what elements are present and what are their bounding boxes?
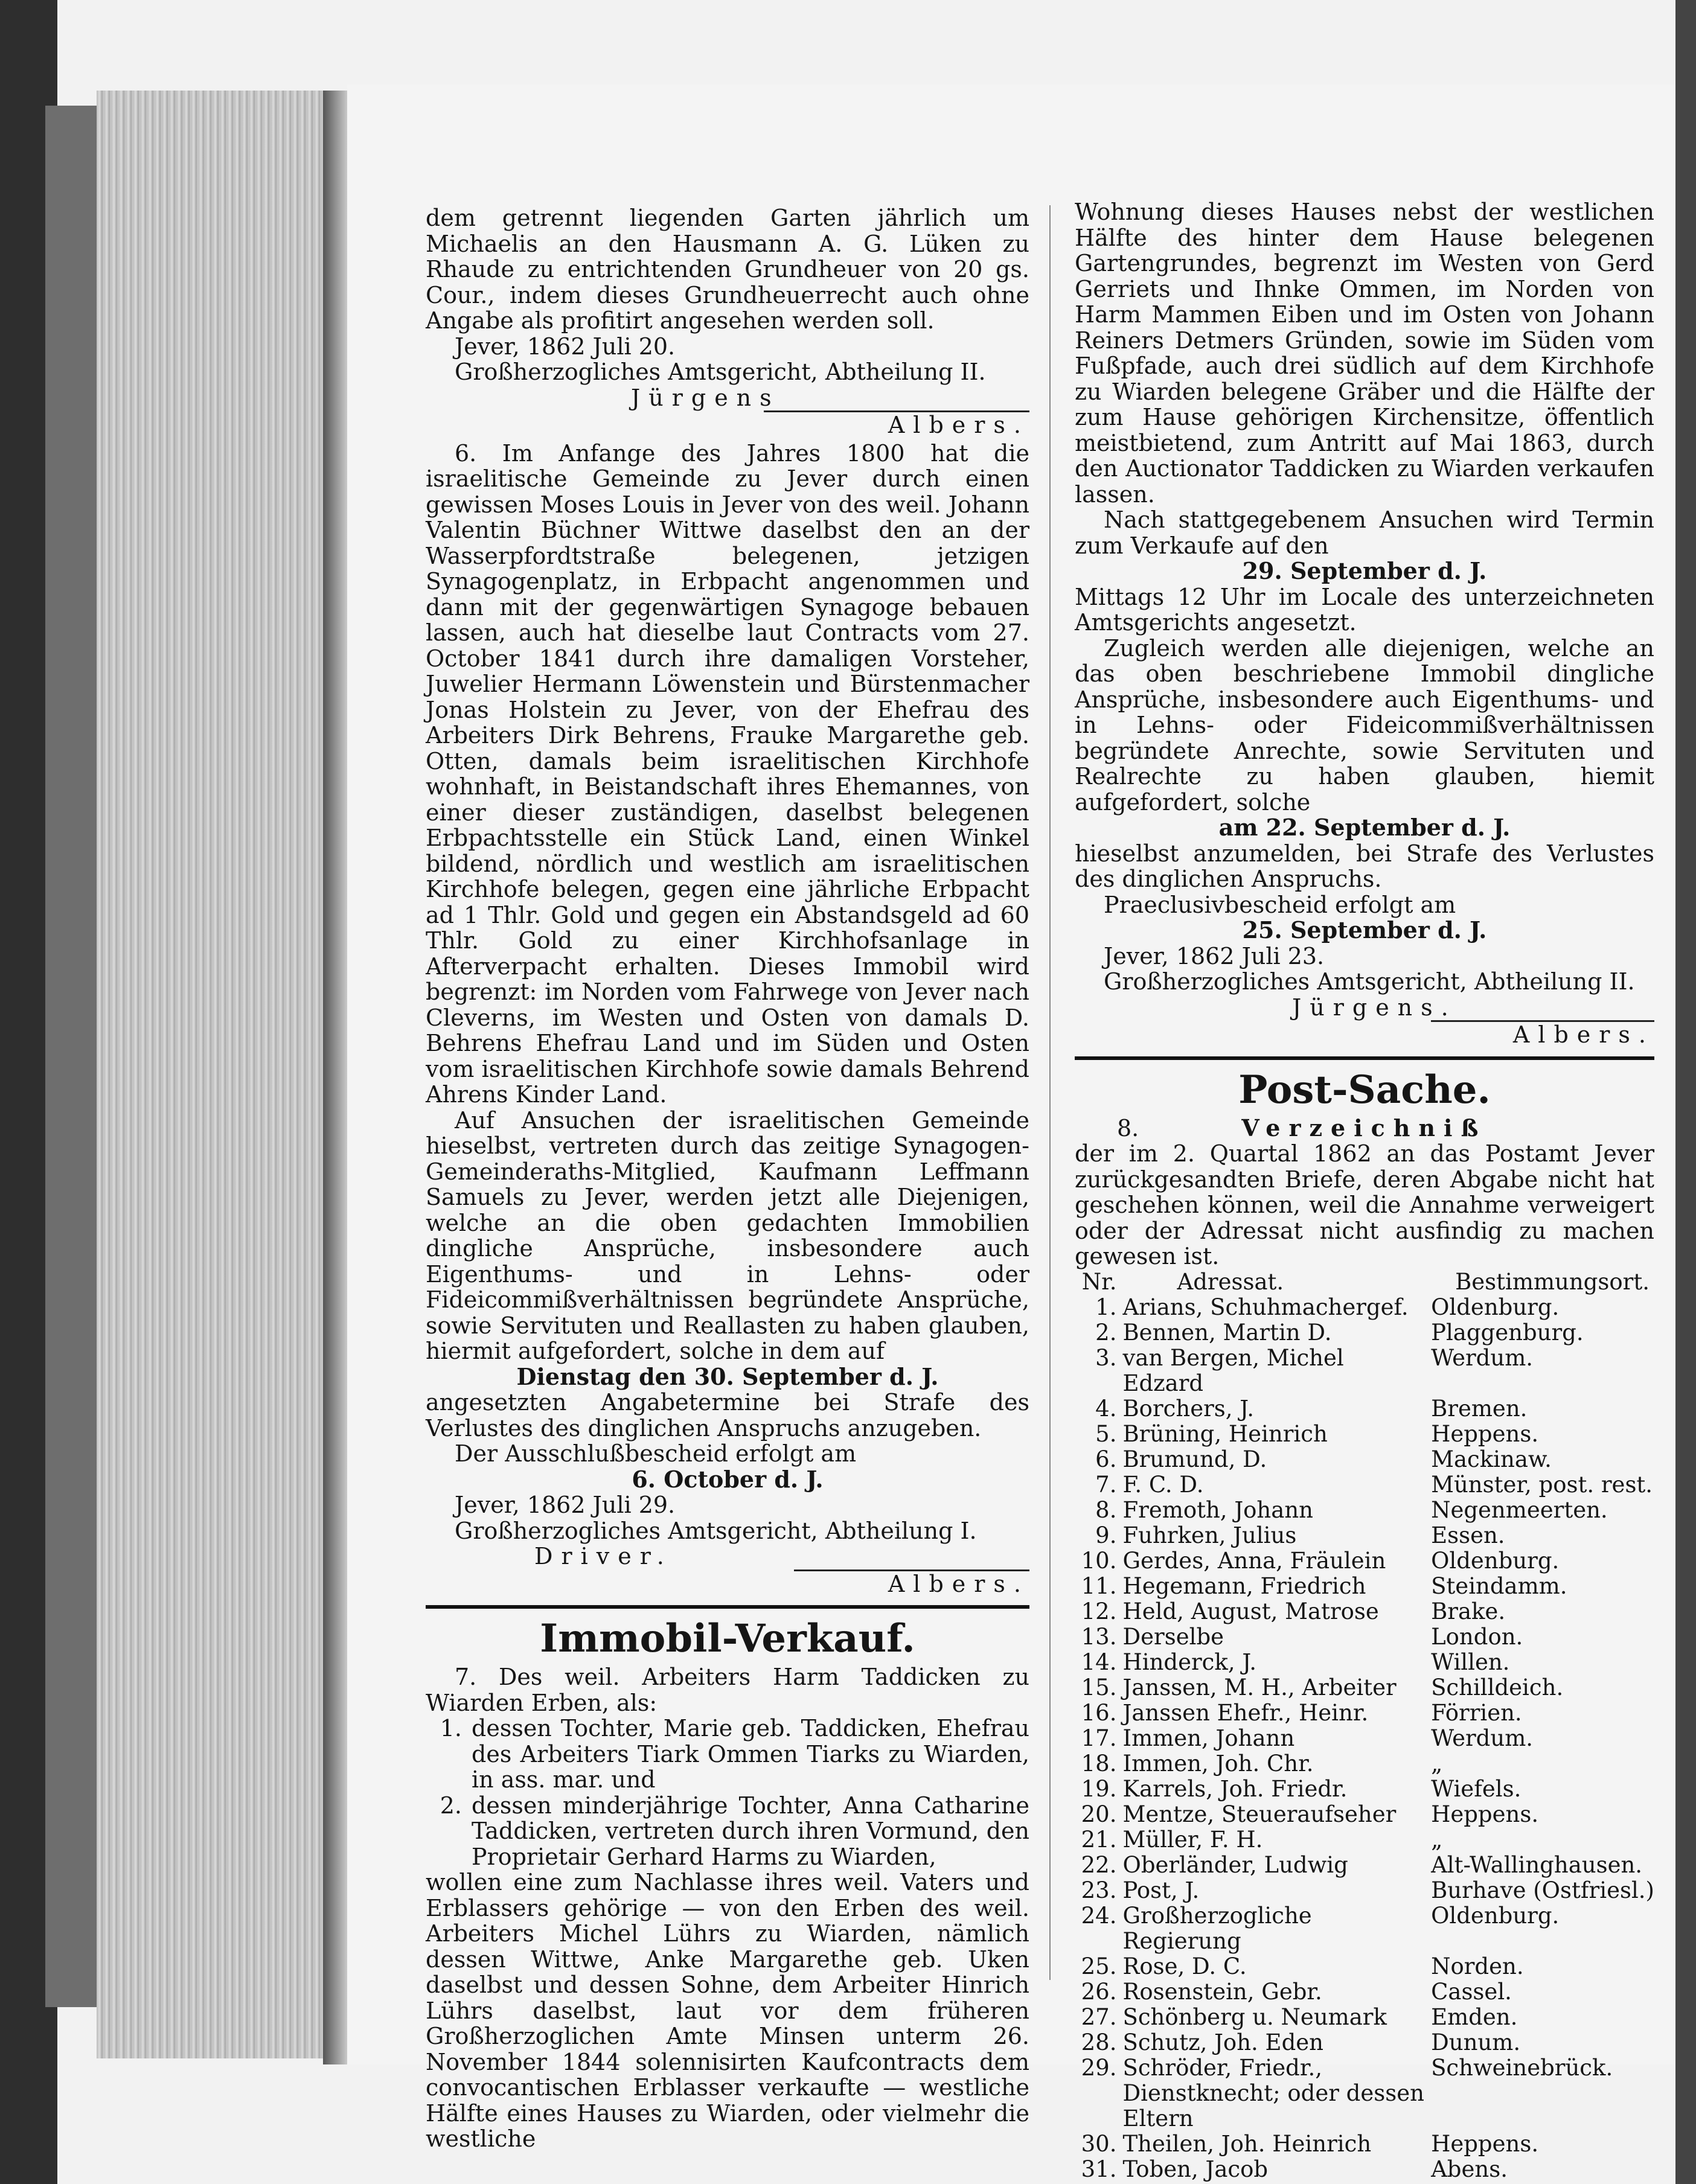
row-ort: Schilldeich. xyxy=(1431,1674,1564,1700)
row-adressat: Post, J. xyxy=(1122,1877,1200,1903)
judge-name: Jürgens. xyxy=(1292,994,1457,1021)
section-heading: Post-Sache. xyxy=(1238,1067,1491,1113)
row-number: 28. xyxy=(1081,2029,1117,2055)
row-ort: Burhave (Ostfriesl.) xyxy=(1431,1877,1654,1903)
row-number: 11. xyxy=(1081,1573,1117,1599)
court-line: Großherzogliches Amtsgericht, Abtheilung II. xyxy=(455,359,986,385)
row-number: 4. xyxy=(1095,1395,1117,1422)
col-ort: Bestimmungsort. xyxy=(1455,1268,1650,1295)
row-adressat: Brumund, D. xyxy=(1122,1446,1267,1472)
row-number: 30. xyxy=(1081,2130,1117,2157)
row-adressat: Theilen, Joh. Heinrich xyxy=(1122,2130,1372,2157)
left-column xyxy=(426,205,1029,2152)
row-adressat: Immen, Joh. Chr. xyxy=(1122,1750,1314,1777)
table-row xyxy=(1075,2131,1654,2157)
heirs-list xyxy=(426,1716,1029,1869)
row-adressat: van Bergen, Michel Edzard xyxy=(1122,1344,1344,1396)
clerk-name: Albers. xyxy=(888,412,1029,438)
paragraph: wollen eine zum Nachlasse ihres weil. Vaters und Erblassers gehörige — von den Erben des weil. Arbeiters Michel Lührs zu Wiarden, nämlich dessen Wittwe, Anke Margarethe geb. Uken daselbst und dessen Sohne, dem Arbeiter Hinrich Lührs daselbst, laut vor dem früheren Großherzoglichen Amte Minsen unterm 26. November 1844 solennisirten Kaufcontracts dem convocantischen Erblasser verkaufte — westliche Hälfte eines Hauses zu Wiarden, oder vielmehr die westliche xyxy=(426,1869,1029,2152)
term-date: Dienstag den 30. September d. J. xyxy=(516,1362,939,1390)
row-adressat: Hinderck, J. xyxy=(1122,1649,1257,1675)
table-row xyxy=(1075,2005,1654,2030)
item-text: dessen minderjährige Tochter, Anna Catharine Taddicken, vertreten durch ihren Vormund, den Proprietair Gerhard Harms zu Wiarden, xyxy=(472,1792,1029,1870)
row-ort: Alt-Wallinghausen. xyxy=(1431,1851,1643,1878)
table-row xyxy=(1075,1700,1654,1726)
background-edge xyxy=(1675,0,1696,2184)
table-row xyxy=(1075,2055,1654,2131)
court-line: Großherzogliches Amtsgericht, Abtheilung I. xyxy=(455,1517,977,1544)
book-cover-edge xyxy=(45,106,103,2007)
row-ort: Schweinebrück. xyxy=(1431,2054,1613,2081)
row-number: 29. xyxy=(1081,2054,1117,2081)
row-ort: Münster, post. rest. xyxy=(1431,1471,1653,1498)
row-ort: Negenmeerten. xyxy=(1431,1496,1608,1523)
row-adressat: Schönberg u. Neumark xyxy=(1122,2004,1387,2030)
table-row xyxy=(1075,1548,1654,1574)
table-row xyxy=(1075,1751,1654,1777)
row-adressat: Janssen, M. H., Arbeiter xyxy=(1122,1674,1397,1700)
row-ort: Oldenburg. xyxy=(1431,1294,1560,1320)
row-adressat: Bennen, Martin D. xyxy=(1122,1319,1332,1346)
table-row xyxy=(1075,1675,1654,1700)
row-number: 5. xyxy=(1095,1420,1117,1447)
paragraph: Auf Ansuchen der israelitischen Gemeinde hieselbst, vertreten durch das zeitige Synagogen-Gemeinderaths-Mitglied, Kaufmann Leffmann Samuels zu Jever, werden jetzt alle Diejenigen, welche an die oben gedachten Immobilien dingliche Ansprüche, insbesondere auch Eigenthums- und in Lehns- oder Fideicommißverhältnissen begründete Ansprüche, sowie Servituten und Reallasten zu haben glauben, hiermit aufgefordert, solche in dem auf xyxy=(426,1106,1029,1364)
row-number: 17. xyxy=(1081,1725,1117,1751)
table-row xyxy=(1075,1853,1654,1878)
table-row xyxy=(1075,1599,1654,1624)
row-number: 18. xyxy=(1081,1750,1117,1777)
row-number: 15. xyxy=(1081,1674,1117,1700)
list-item xyxy=(426,1793,1029,1870)
row-adressat: Immen, Johann xyxy=(1122,1725,1295,1751)
date-line: Jever, 1862 Juli 29. xyxy=(455,1492,676,1518)
row-ort: Abens. xyxy=(1431,2156,1508,2182)
row-ort: Norden. xyxy=(1431,1953,1524,1979)
row-adressat: Rose, D. C. xyxy=(1122,1953,1247,1979)
court-line: Großherzogliches Amtsgericht, Abtheilung II. xyxy=(1104,968,1635,995)
row-ort: Steindamm. xyxy=(1431,1573,1567,1599)
table-header xyxy=(1075,1269,1654,1295)
column-separator xyxy=(1049,205,1051,1980)
row-ort: Willen. xyxy=(1431,1649,1510,1675)
row-ort: Heppens. xyxy=(1431,1420,1539,1447)
signature-block xyxy=(426,385,1029,411)
row-ort: Plaggenburg. xyxy=(1431,1319,1584,1346)
row-ort: Wiefels. xyxy=(1431,1775,1522,1802)
table-row xyxy=(1075,1447,1654,1472)
page-edges xyxy=(97,91,332,2058)
row-adressat: Brüning, Heinrich xyxy=(1122,1420,1328,1447)
row-number: 22. xyxy=(1081,1851,1117,1878)
paragraph: Wohnung dieses Hauses nebst der westlichen Hälfte des hinter dem Hause belegenen Gartengrundes, begrenzt im Westen von Gerd Gerriets und Ihnke Ommen, im Norden von Harm Mammen Eiben und im Osten von Johann Reiners Detmers Gründen, sowie im Süden vom Fußpfade, auch drei südlich auf dem Kirchhofe zu Wiarden belegene Gräber und die Hälfte der zum Hause gehörigen Kirchensitze, öffentlich meistbietend, zum Antritt auf Mai 1863, durch den Auctionator Taddicken zu Wiarden verkaufen lassen. xyxy=(1075,199,1654,508)
row-ort: London. xyxy=(1431,1623,1523,1650)
row-adressat: Schröder, Friedr., Dienstknecht; oder dessen Eltern xyxy=(1122,2054,1424,2131)
judge-name: Jürgens xyxy=(631,384,780,411)
section-heading: Immobil-Verkauf. xyxy=(540,1616,915,1661)
section-rule xyxy=(1075,1056,1654,1060)
row-ort: Heppens. xyxy=(1431,1801,1539,1827)
row-adressat: Borchers, J. xyxy=(1122,1395,1255,1422)
row-adressat: Oberländer, Ludwig xyxy=(1122,1851,1348,1878)
term-date: 29. September d. J. xyxy=(1242,557,1487,584)
row-ort: Emden. xyxy=(1431,2004,1518,2030)
row-ort: Dunum. xyxy=(1431,2029,1521,2055)
term-date: 6. October d. J. xyxy=(632,1465,824,1493)
row-ort: Heppens. xyxy=(1431,2130,1539,2157)
row-number: 26. xyxy=(1081,1978,1117,2005)
paragraph-6: 6. Im Anfange des Jahres 1800 hat die israelitische Gemeinde zu Jever durch einen gewissen Moses Louis in Jever von des weil. Johann Valentin Büchner Wittwe daselbst den an der Wasserpfordtstraße belegenen, jetzigen Synagogenplatz, in Erbpacht angenommen und dann mit der gegenwärtigen Synagoge bebauen lassen, auch hat dieselbe laut Contracts vom 27. October 1841 durch ihre damaligen Vorsteher, Juwelier Hermann Löwenstein und Bürstenmacher Jonas Holstein zu Jever, von der Ehefrau des Arbeiters Dirk Behrens, Frauke Margarethe geb. Otten, damals beim israelitischen Kirchhofe wohnhaft, in Beistandschaft ihres Ehemannes, von einer dieser zuständigen, daselbst belegenen Erbpachtsstelle ein Stück Land, einen Winkel bildend, nördlich und westlich am israelitischen Kirchhofe belegen, gegen eine jährliche Erbpacht ad 1 Thlr. Gold und gegen ein Abstandsgeld ad 60 Thlr. Gold zu einer Kirchhofsanlage in Afterverpacht erhalten. Dieses Immobil wird begrenzt: im Norden vom Fahrwege von Jever nach Cleverns, im Westen und Osten von damals D. Behrens Ehefrau Land und im Süden und Osten vom israelitischen Kirchhofe sowie damals Behrend Ahrens Kinder Land. xyxy=(426,439,1029,1108)
date-line: Jever, 1862 Juli 20. xyxy=(455,333,676,360)
row-ort: Mackinaw. xyxy=(1431,1446,1552,1472)
row-adressat: Großherzogliche Regierung xyxy=(1122,1902,1312,1954)
row-number: 14. xyxy=(1081,1649,1117,1675)
row-number: 3. xyxy=(1095,1344,1117,1371)
paragraph: hieselbst anzumelden, bei Strafe des Verlustes des dinglichen Anspruchs. xyxy=(1075,840,1654,892)
table-row xyxy=(1075,1903,1654,1954)
table-row xyxy=(1075,1295,1654,1320)
paragraph: Praeclusivbescheid erfolgt am xyxy=(1104,891,1456,918)
term-date: am 22. September d. J. xyxy=(1218,814,1511,841)
paragraph: Nach stattgegebenem Ansuchen wird Termin zum Verkaufe auf den xyxy=(1075,506,1654,559)
row-number: 6. xyxy=(1095,1446,1117,1472)
row-number: 24. xyxy=(1081,1902,1117,1929)
row-adressat: Fremoth, Johann xyxy=(1122,1496,1313,1523)
row-adressat: Karrels, Joh. Friedr. xyxy=(1122,1775,1348,1802)
row-adressat: Held, August, Matrose xyxy=(1122,1598,1379,1624)
row-number: 16. xyxy=(1081,1699,1117,1726)
row-ort: Brake. xyxy=(1431,1598,1506,1624)
table-row xyxy=(1075,1954,1654,1979)
row-adressat: Toben, Jacob xyxy=(1122,2156,1269,2182)
row-ort: Bremen. xyxy=(1431,1395,1528,1422)
row-number: 12. xyxy=(1081,1598,1117,1624)
judge-name: Driver. xyxy=(534,1543,673,1569)
table-row xyxy=(1075,1827,1654,1853)
row-adressat: Arians, Schuhmachergef. xyxy=(1122,1294,1409,1320)
subheading-row xyxy=(1075,1116,1654,1141)
row-adressat: Hegemann, Friedrich xyxy=(1122,1573,1366,1599)
right-column xyxy=(1075,199,1654,2182)
row-number: 7. xyxy=(1095,1471,1117,1498)
col-adressat: Adressat. xyxy=(1177,1268,1284,1295)
row-number: 20. xyxy=(1081,1801,1117,1827)
item-text: dessen Tochter, Marie geb. Taddicken, Ehefrau des Arbeiters Tiark Ommen Tiarks zu Wiarden, in ass. mar. und xyxy=(472,1715,1029,1793)
paragraph: Mittags 12 Uhr im Locale des unterzeichneten Amtsgerichts angesetzt. xyxy=(1075,583,1654,636)
table-row xyxy=(1075,1574,1654,1599)
row-adressat: F. C. D. xyxy=(1122,1471,1204,1498)
paragraph: angesetzten Angabetermine bei Strafe des Verlustes des dinglichen Anspruchs anzugeben. xyxy=(426,1389,1029,1442)
row-adressat: Rosenstein, Gebr. xyxy=(1122,1978,1322,2005)
table-row xyxy=(1075,1320,1654,1346)
row-ort: Werdum. xyxy=(1431,1344,1534,1371)
signature-block xyxy=(426,1544,1029,1569)
row-number: 2. xyxy=(1095,1319,1117,1346)
term-date: 25. September d. J. xyxy=(1242,916,1487,944)
col-nr: Nr. xyxy=(1081,1268,1117,1295)
row-number: 1. xyxy=(1095,1294,1117,1320)
table-row xyxy=(1075,2030,1654,2055)
row-number: 19. xyxy=(1081,1775,1117,1802)
signature-block xyxy=(1075,995,1654,1021)
letters-table xyxy=(1075,1269,1654,2182)
row-ort: Essen. xyxy=(1431,1522,1505,1548)
page-gutter xyxy=(323,91,347,2064)
row-adressat: Gerdes, Anna, Fräulein xyxy=(1122,1547,1386,1574)
section-rule xyxy=(426,1605,1029,1609)
table-row xyxy=(1075,2157,1654,2182)
table-row xyxy=(1075,1650,1654,1675)
row-adressat: Mentze, Steueraufseher xyxy=(1122,1801,1397,1827)
row-adressat: Schutz, Joh. Eden xyxy=(1122,2029,1323,2055)
table-row xyxy=(1075,1777,1654,1802)
row-adressat: Derselbe xyxy=(1122,1623,1224,1650)
row-number: 21. xyxy=(1081,1826,1117,1853)
subheading: Verzeichniß xyxy=(1241,1114,1487,1141)
notice-number: 8. xyxy=(1117,1114,1139,1141)
table-row xyxy=(1075,1523,1654,1548)
clerk-name: Albers. xyxy=(1512,1021,1654,1048)
paragraph: Der Ausschlußbescheid erfolgt am xyxy=(455,1440,857,1467)
table-row xyxy=(1075,1624,1654,1650)
paragraph: der im 2. Quartal 1862 an das Postamt Jever zurückgesandten Briefe, deren Abgabe nicht hat geschehen können, weil die Annahme verweigert oder der Adressat nicht ausfindig zu machen gewesen ist. xyxy=(1075,1140,1654,1269)
table-row xyxy=(1075,1498,1654,1523)
paragraph: Zugleich werden alle diejenigen, welche an das oben beschriebene Immobil dingliche Ansprüche, insbesondere auch Eigenthums- und in Lehns- oder Fideicommißverhältnissen begründete Anrechte, sowie Servituten und Realrechte zu haben glauben, hiemit aufgefordert, solche xyxy=(1075,634,1654,816)
table-row xyxy=(1075,1726,1654,1751)
row-number: 23. xyxy=(1081,1877,1117,1903)
item-number: 2. xyxy=(440,1792,462,1819)
list-item xyxy=(426,1716,1029,1793)
row-adressat: Janssen Ehefr., Heinr. xyxy=(1122,1699,1369,1726)
row-ort: „ xyxy=(1431,1750,1443,1777)
row-ort: Oldenburg. xyxy=(1431,1547,1560,1574)
table-row xyxy=(1075,1802,1654,1827)
row-number: 10. xyxy=(1081,1547,1117,1574)
row-ort: Cassel. xyxy=(1431,1978,1512,2005)
table-row xyxy=(1075,1396,1654,1422)
item-number: 1. xyxy=(440,1715,462,1742)
table-row xyxy=(1075,1422,1654,1447)
row-ort: Oldenburg. xyxy=(1431,1902,1560,1929)
paragraph-7: 7. Des weil. Arbeiters Harm Taddicken zu Wiarden Erben, als: xyxy=(426,1664,1029,1716)
row-ort: „ xyxy=(1431,1826,1443,1853)
row-number: 8. xyxy=(1095,1496,1117,1523)
table-row xyxy=(1075,1472,1654,1498)
row-number: 27. xyxy=(1081,2004,1117,2030)
table-row xyxy=(1075,1979,1654,2005)
date-line: Jever, 1862 Juli 23. xyxy=(1104,942,1325,969)
table-row xyxy=(1075,1346,1654,1396)
row-number: 13. xyxy=(1081,1623,1117,1650)
row-adressat: Fuhrken, Julius xyxy=(1122,1522,1297,1548)
row-number: 25. xyxy=(1081,1953,1117,1979)
row-adressat: Müller, F. H. xyxy=(1122,1826,1263,1853)
clerk-name: Albers. xyxy=(888,1570,1029,1597)
row-ort: Werdum. xyxy=(1431,1725,1534,1751)
row-number: 31. xyxy=(1081,2156,1117,2182)
paragraph: dem getrennt liegenden Garten jährlich um Michaelis an den Hausmann A. G. Lüken zu Rhaude zu entrichtenden Grundheuer von 20 gs. Cour., indem dieses Grundheuerrecht auch ohne Angabe als profitirt angesehen werden soll. xyxy=(426,205,1029,334)
table-row xyxy=(1075,1878,1654,1903)
row-ort: Förrien. xyxy=(1431,1699,1522,1726)
row-number: 9. xyxy=(1095,1522,1117,1548)
